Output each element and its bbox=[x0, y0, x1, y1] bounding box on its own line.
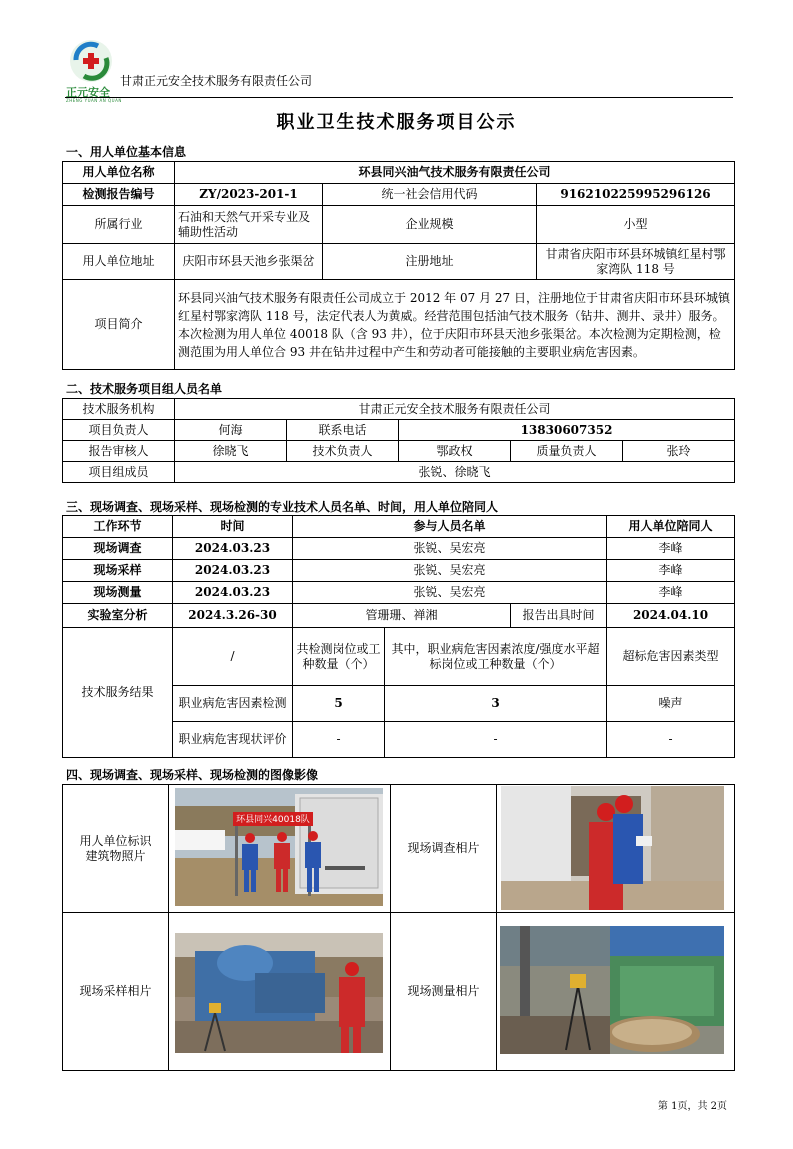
unit-name-label: 用人单位名称 bbox=[63, 162, 175, 184]
report-time-value: 2024.04.10 bbox=[607, 604, 735, 628]
slash-cell: / bbox=[173, 628, 293, 686]
report-time-label: 报告出具时间 bbox=[511, 604, 607, 628]
photo1-label: 用人单位标识建筑物照片 bbox=[63, 785, 169, 913]
table-row bbox=[63, 582, 735, 604]
page-footer: 第 1页，共 2页 bbox=[657, 1101, 727, 1112]
photo3-label: 现场采样相片 bbox=[63, 913, 169, 1071]
onsite-table bbox=[62, 515, 735, 758]
detect-total: 5 bbox=[293, 686, 385, 722]
unit-name-value: 环县同兴油气技术服务有限责任公司 bbox=[175, 162, 735, 184]
escort-cell: 李峰 bbox=[607, 582, 735, 604]
reg-address-label: 注册地址 bbox=[323, 244, 537, 280]
section-4-heading: 四、现场调查、现场采样、现场检测的图像影像 bbox=[66, 768, 319, 782]
eval-label: 职业病危害现状评价 bbox=[173, 722, 293, 758]
tech-label: 技术负责人 bbox=[287, 441, 399, 462]
industry-label: 所属行业 bbox=[63, 206, 175, 244]
report-no-value: ZY/2023-201-1 bbox=[175, 184, 323, 206]
col-stage: 工作环节 bbox=[63, 516, 173, 538]
intro-label: 项目简介 bbox=[63, 280, 175, 370]
logo-text: 正元安全 bbox=[66, 86, 110, 99]
table-row bbox=[63, 560, 735, 582]
escort-cell: 李峰 bbox=[607, 538, 735, 560]
reg-address-value: 甘肃省庆阳市环县环城镇红星村鄂家湾队 118 号 bbox=[537, 244, 735, 280]
section-1-heading: 一、用人单位基本信息 bbox=[66, 145, 187, 159]
detect-type: 噪声 bbox=[607, 686, 735, 722]
time-cell: 2024.03.23 bbox=[173, 538, 293, 560]
leader-label: 项目负责人 bbox=[63, 420, 175, 441]
people-cell: 张锐、吴宏亮 bbox=[293, 538, 607, 560]
phone-value: 13830607352 bbox=[399, 420, 735, 441]
tech-value: 鄂政权 bbox=[399, 441, 511, 462]
detect-label: 职业病危害因素检测 bbox=[173, 686, 293, 722]
quality-value: 张玲 bbox=[623, 441, 735, 462]
address-value: 庆阳市环县天池乡张渠岔 bbox=[175, 244, 323, 280]
section-2-heading: 二、技术服务项目组人员名单 bbox=[66, 382, 223, 396]
lab-time: 2024.3.26-30 bbox=[173, 604, 293, 628]
survey-photo bbox=[501, 786, 724, 910]
industry-value: 石油和天然气开采专业及辅助性活动 bbox=[175, 206, 323, 244]
team-table bbox=[62, 398, 735, 483]
scale-value: 小型 bbox=[537, 206, 735, 244]
reviewer-value: 徐晓飞 bbox=[175, 441, 287, 462]
result-label: 技术服务结果 bbox=[63, 628, 173, 758]
col-time: 时间 bbox=[173, 516, 293, 538]
members-label: 项目组成员 bbox=[63, 462, 175, 483]
intro-value: 环县同兴油气技术服务有限责任公司成立于 2012 年 07 月 27 日，注册地位于甘肃省庆阳市环县环城镇红星村鄂家湾队 118 号，法定代表人为黄威。经营范围包括油气技术服务（钻井、测井、录井）服务。本次检测为用人单位 40018 队（含 93 井），位于庆阳市环县天池乡张渠岔。本次检测为定期检测，检测范围为用人单位合 93 井在钻井过程中产生和劳动者可能接触的主要职业病危害因素。 bbox=[175, 280, 735, 370]
col-total: 共检测岗位或工种数量（个） bbox=[293, 628, 385, 686]
table-row bbox=[63, 538, 735, 560]
eval-exceed: - bbox=[385, 722, 607, 758]
sign-text: 环县同兴40018队 bbox=[236, 815, 310, 825]
members-value: 张锐、徐晓飞 bbox=[175, 462, 735, 483]
credit-code-value: 916210225995296126 bbox=[537, 184, 735, 206]
people-cell: 张锐、吴宏亮 bbox=[293, 582, 607, 604]
org-value: 甘肃正元安全技术服务有限责任公司 bbox=[175, 399, 735, 420]
col-escort: 用人单位陪同人 bbox=[607, 516, 735, 538]
logo-subtext: ZHENG YUAN AN QUAN bbox=[66, 98, 122, 103]
col-exceed-type: 超标危害因素类型 bbox=[607, 628, 735, 686]
people-cell: 张锐、吴宏亮 bbox=[293, 560, 607, 582]
document-title: 职业卫生技术服务项目公示 bbox=[276, 112, 517, 133]
org-label: 技术服务机构 bbox=[63, 399, 175, 420]
escort-cell: 李峰 bbox=[607, 560, 735, 582]
col-exceed: 其中，职业病危害因素浓度/强度水平超标岗位或工种数量（个） bbox=[385, 628, 607, 686]
company-logo-icon bbox=[68, 38, 114, 84]
stage-cell: 现场调查 bbox=[63, 538, 173, 560]
lab-people: 管珊珊、禅湘 bbox=[293, 604, 511, 628]
company-name: 甘肃正元安全技术服务有限责任公司 bbox=[120, 74, 313, 88]
time-cell: 2024.03.23 bbox=[173, 560, 293, 582]
header-divider bbox=[65, 97, 733, 98]
phone-label: 联系电话 bbox=[287, 420, 399, 441]
address-label: 用人单位地址 bbox=[63, 244, 175, 280]
stage-cell: 现场测量 bbox=[63, 582, 173, 604]
stage-cell: 现场采样 bbox=[63, 560, 173, 582]
eval-total: - bbox=[293, 722, 385, 758]
building-sign-photo bbox=[175, 788, 383, 906]
time-cell: 2024.03.23 bbox=[173, 582, 293, 604]
report-no-label: 检测报告编号 bbox=[63, 184, 175, 206]
basic-info-table bbox=[62, 161, 735, 370]
eval-type: - bbox=[607, 722, 735, 758]
leader-value: 何海 bbox=[175, 420, 287, 441]
reviewer-label: 报告审核人 bbox=[63, 441, 175, 462]
section-3-heading: 三、现场调查、现场采样、现场检测的专业技术人员名单、时间，用人单位陪同人 bbox=[66, 500, 499, 514]
col-people: 参与人员名单 bbox=[293, 516, 607, 538]
photo2-label: 现场调查相片 bbox=[391, 785, 497, 913]
quality-label: 质量负责人 bbox=[511, 441, 623, 462]
detect-exceed: 3 bbox=[385, 686, 607, 722]
scale-label: 企业规模 bbox=[323, 206, 537, 244]
measurement-photo bbox=[500, 926, 724, 1054]
photo4-label: 现场测量相片 bbox=[391, 913, 497, 1071]
lab-label: 实验室分析 bbox=[63, 604, 173, 628]
sampling-photo bbox=[175, 933, 383, 1053]
credit-code-label: 统一社会信用代码 bbox=[323, 184, 537, 206]
